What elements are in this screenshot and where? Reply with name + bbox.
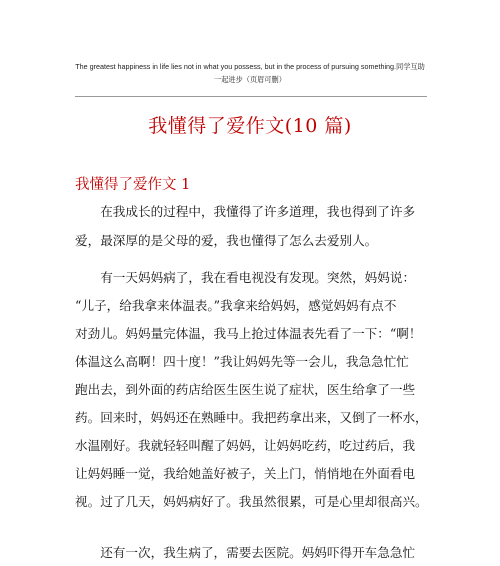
text-line: 让妈妈睡一觉，我给她盖好被子，关上门，悄悄地在外面看电 [75, 466, 416, 481]
text-line: “儿子，给我拿来体温表。”我拿来给妈妈，感觉妈妈有点不 [75, 298, 397, 313]
text-line: 对劲儿。妈妈量完体温，我马上抢过体温表先看了一下：“啊！ [75, 326, 422, 341]
document-title: 我懂得了爱作文(10 篇) [148, 115, 352, 137]
text-line: 体温这么高啊！四十度！”我让妈妈先等一会儿，我急急忙忙 [75, 354, 409, 369]
text-line: 跑出去，到外面的药店给医生医生说了症状，医生给拿了一些 [75, 382, 416, 397]
text-line: 有一天妈妈病了，我在看电视没有发现。突然，妈妈说： [75, 270, 416, 285]
header-line-1: The greatest happiness in life lies not in what you possess, but in the process of pursuing something.同学互助 [75, 62, 425, 71]
section-heading: 我懂得了爱作文 1 [75, 177, 191, 193]
text-line: 还有一次，我生病了，需要去医院。妈妈吓得开车急急忙 [75, 545, 416, 560]
header-line-2: 一起进步（页眉可删） [214, 75, 286, 84]
page-header [70, 60, 430, 86]
text-line: 药。回来时，妈妈还在熟睡中。我把药拿出来，又倒了一杯水， [75, 410, 428, 425]
text-line: 爱，最深厚的是父母的爱，我也懂得了怎么去爱别人。 [75, 233, 378, 248]
text-line: 水温刚好。我就轻轻叫醒了妈妈，让妈妈吃药，吃过药后，我 [75, 438, 416, 453]
text-line: 视。过了几天，妈妈病好了。我虽然很累，可是心里却很高兴。 [75, 494, 428, 509]
header-divider [75, 96, 427, 97]
text-line: 在我成长的过程中，我懂得了许多道理，我也得到了许多 [75, 204, 416, 219]
